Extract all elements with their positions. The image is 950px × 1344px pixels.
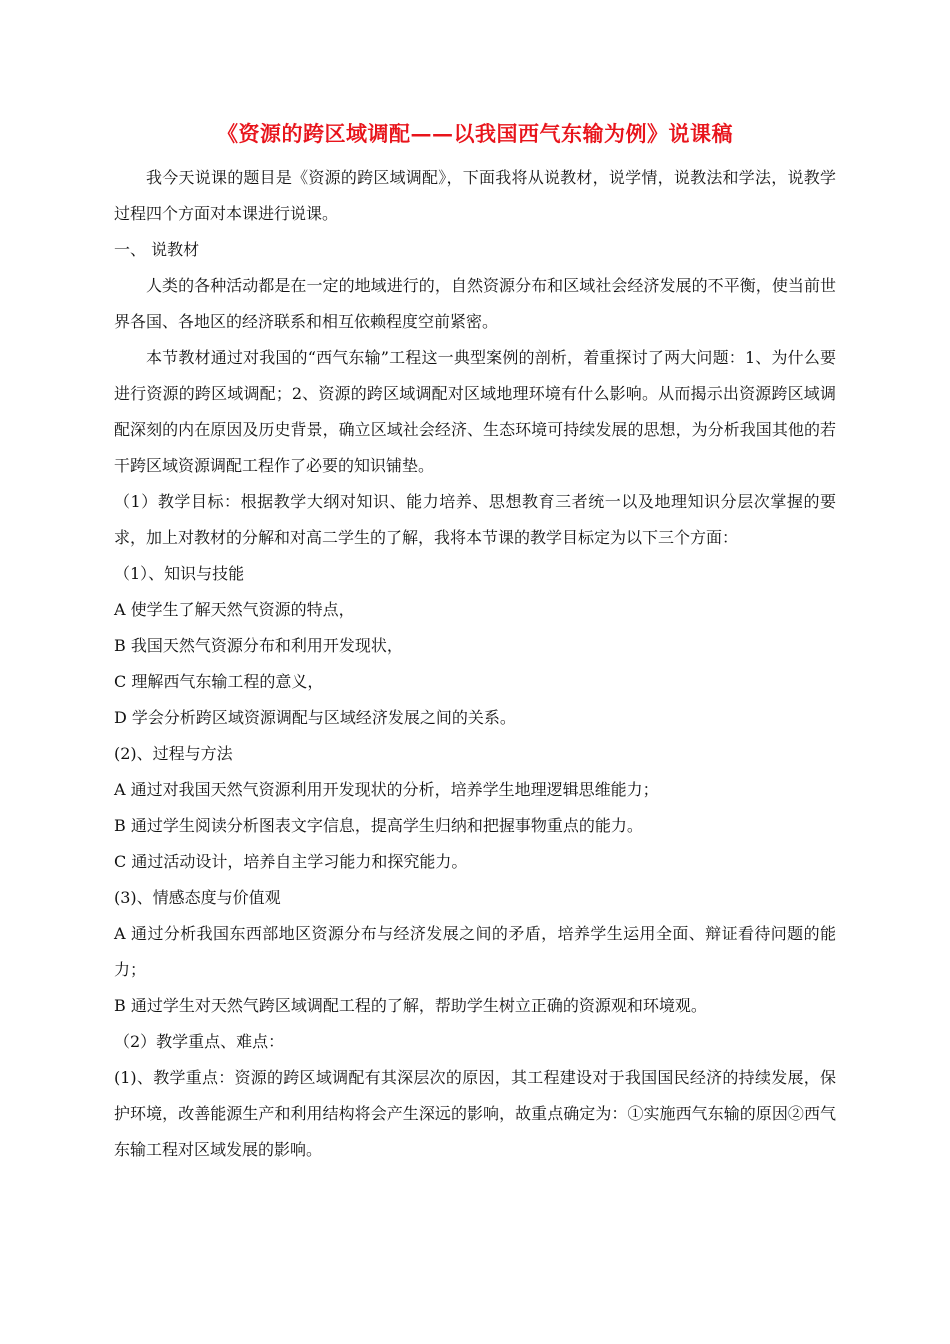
list-item: C 理解西气东输工程的意义， (114, 672, 324, 691)
list-item: D 学会分析跨区域资源调配与区域经济发展之间的关系。 (114, 708, 516, 727)
section-heading-textbook: 一、 说教材 (114, 240, 200, 259)
paragraph-textbook-analysis: 本节教材通过对我国的“西气东输”工程这一典型案例的剖析，着重探讨了两大问题：1、为什么要进行资源的跨区域调配；2、资源的跨区域调配对区域地理环境有什么影响。从而揭示出资源跨区域调配深刻的内在原因及历史背景，确立区域社会经济、生态环境可持续发展的思想，为分析我国其他的若干跨区域资源调配工程作了必要的知识铺垫。 (114, 348, 836, 475)
list-item: B 通过学生阅读分析图表文字信息，提高学生归纳和把握事物重点的能力。 (114, 816, 643, 835)
subheading-knowledge-skills: （1）、知识与技能 (114, 564, 245, 583)
list-item: A 通过对我国天然气资源利用开发现状的分析，培养学生地理逻辑思维能力； (114, 780, 659, 799)
list-item: B 我国天然气资源分布和利用开发现状， (114, 636, 403, 655)
document-body (114, 160, 836, 1168)
subheading-key-difficult-points: （2）教学重点、难点： (114, 1032, 285, 1051)
subheading-attitudes-values: (3)、情感态度与价值观 (114, 888, 281, 907)
paragraph-key-points: (1)、教学重点：资源的跨区域调配有其深层次的原因，其工程建设对于我国国民经济的持续发展，保护环境，改善能源生产和利用结构将会产生深远的影响，故重点确定为：①实施西气东输的原因②西气东输工程对区域发展的影响。 (114, 1068, 836, 1159)
document-title: 《资源的跨区域调配——以我国西气东输为例》说课稿 (217, 121, 733, 146)
list-item: B 通过学生对天然气跨区域调配工程的了解，帮助学生树立正确的资源观和环境观。 (114, 996, 707, 1015)
paragraph-intro: 我今天说课的题目是《资源的跨区域调配》，下面我将从说教材，说学情，说教法和学法，说教学过程四个方面对本课进行说课。 (114, 168, 836, 223)
paragraph-teaching-goals: （1）教学目标：根据教学大纲对知识、能力培养、思想教育三者统一以及地理知识分层次掌握的要求，加上对教材的分解和对高二学生的了解，我将本节课的教学目标定为以下三个方面： (114, 492, 836, 547)
list-item: A 使学生了解天然气资源的特点， (114, 600, 355, 619)
subheading-process-methods: (2)、过程与方法 (114, 744, 233, 763)
paragraph-background: 人类的各种活动都是在一定的地域进行的，自然资源分布和区域社会经济发展的不平衡，使当前世界各国、各地区的经济联系和相互依赖程度空前紧密。 (114, 276, 836, 331)
list-item: C 通过活动设计，培养自主学习能力和探究能力。 (114, 852, 468, 871)
list-item: A 通过分析我国东西部地区资源分布与经济发展之间的矛盾，培养学生运用全面、辩证看待问题的能力； (114, 924, 836, 979)
